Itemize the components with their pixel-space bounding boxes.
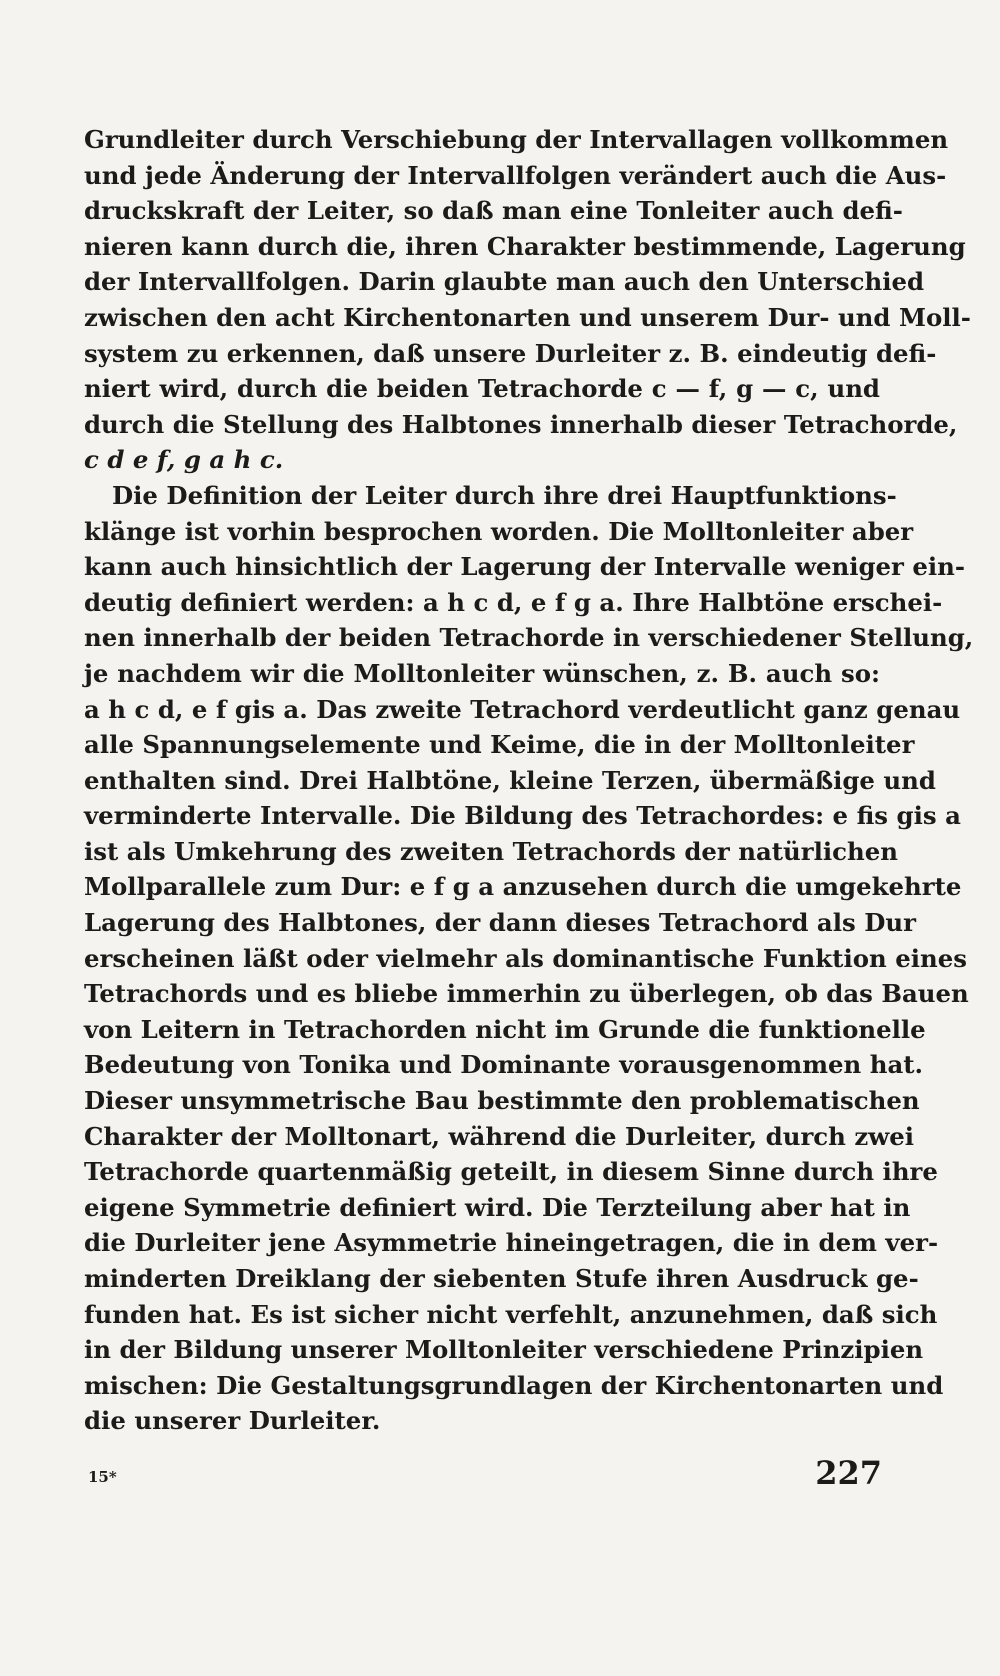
text-line: funden hat. Es ist sicher nicht verfehlt, anzunehmen, daß sich [84, 1299, 938, 1329]
text-line: ist als Umkehrung des zweiten Tetrachords der natürlichen [84, 836, 899, 866]
text-line: minderten Dreiklang der siebenten Stufe ihren Ausdruck ge- [84, 1264, 919, 1293]
text-line: kann auch hinsichtlich der Lagerung der Intervalle weniger ein- [84, 552, 966, 582]
text-line: niert wird, durch die beiden Tetrachorde c — f, g — c, und [84, 374, 880, 404]
text-line: nen innerhalb der beiden Tetrachorde in verschiedener Stellung, [84, 623, 974, 653]
text-line: Grundleiter durch Verschiebung der Intervallagen vollkommen [84, 125, 949, 154]
text-line: nieren kann durch die, ihren Charakter bestimmende, Lagerung [84, 231, 966, 261]
text-line: durch die Stellung des Halbtones innerhalb dieser Tetrachorde, [84, 409, 958, 439]
text-line: der Intervallfolgen. Darin glaubte man auch den Unterschied [84, 267, 925, 297]
printer-signature: 15* [88, 1468, 117, 1486]
text-line: die unserer Durleiter. [84, 1406, 381, 1436]
text-line: Tetrachords und es bliebe immerhin zu überlegen, ob das Bauen [84, 979, 969, 1009]
text-line: Dieser unsymmetrische Bau bestimmte den problematischen [84, 1086, 920, 1116]
text-line: die Durleiter jene Asymmetrie hineingetragen, die in dem ver- [84, 1228, 939, 1258]
text-line: von Leitern in Tetrachorden nicht im Grunde die funktionelle [84, 1014, 926, 1044]
text-line: zwischen den acht Kirchentonarten und unserem Dur- und Moll- [84, 302, 971, 332]
text-line: Bedeutung von Tonika und Dominante vorausgenommen hat. [84, 1050, 924, 1080]
text-line: und jede Änderung der Intervallfolgen verändert auch die Aus- [84, 160, 947, 190]
text-line: in der Bildung unserer Molltonleiter verschiedene Prinzipien [84, 1335, 924, 1365]
body-text [84, 122, 974, 1439]
text-line: enthalten sind. Drei Halbtöne, kleine Terzen, übermäßige und [84, 765, 936, 795]
text-line: mischen: Die Gestaltungsgrundlagen der Kirchentonarten und [84, 1370, 944, 1400]
text-line: c d e f, g a h c. [84, 445, 284, 475]
text-line: Tetrachorde quartenmäßig geteilt, in diesem Sinne durch ihre [84, 1157, 938, 1187]
text-line: Die Definition der Leiter durch ihre drei Hauptfunktions- [112, 480, 897, 510]
text-line: Mollparallele zum Dur: e f g a anzusehen durch die umgekehrte [84, 872, 962, 902]
text-line: a h c d, e f gis a. Das zweite Tetrachord verdeutlicht ganz genau [84, 694, 961, 724]
text-line: verminderte Intervalle. Die Bildung des Tetrachordes: e fis gis a [84, 801, 961, 831]
page-number: 227 [815, 1454, 882, 1492]
text-line: deutig definiert werden: a h c d, e f g a. Ihre Halbtöne erschei- [84, 587, 943, 617]
text-line: Lagerung des Halbtones, der dann dieses Tetrachord als Dur [84, 908, 916, 938]
text-line: eigene Symmetrie definiert wird. Die Terzteilung aber hat in [84, 1192, 911, 1222]
text-line: erscheinen läßt oder vielmehr als dominantische Funktion eines [84, 943, 967, 973]
text-line: Charakter der Molltonart, während die Durleiter, durch zwei [84, 1121, 914, 1151]
text-line: druckskraft der Leiter, so daß man eine Tonleiter auch defi- [84, 196, 903, 226]
text-line: je nachdem wir die Molltonleiter wünschen, z. B. auch so: [84, 658, 880, 688]
text-line: klänge ist vorhin besprochen worden. Die Molltonleiter aber [84, 516, 914, 546]
text-line: alle Spannungselemente und Keime, die in der Molltonleiter [84, 730, 915, 760]
text-line: system zu erkennen, daß unsere Durleiter z. B. eindeutig defi- [84, 338, 937, 368]
